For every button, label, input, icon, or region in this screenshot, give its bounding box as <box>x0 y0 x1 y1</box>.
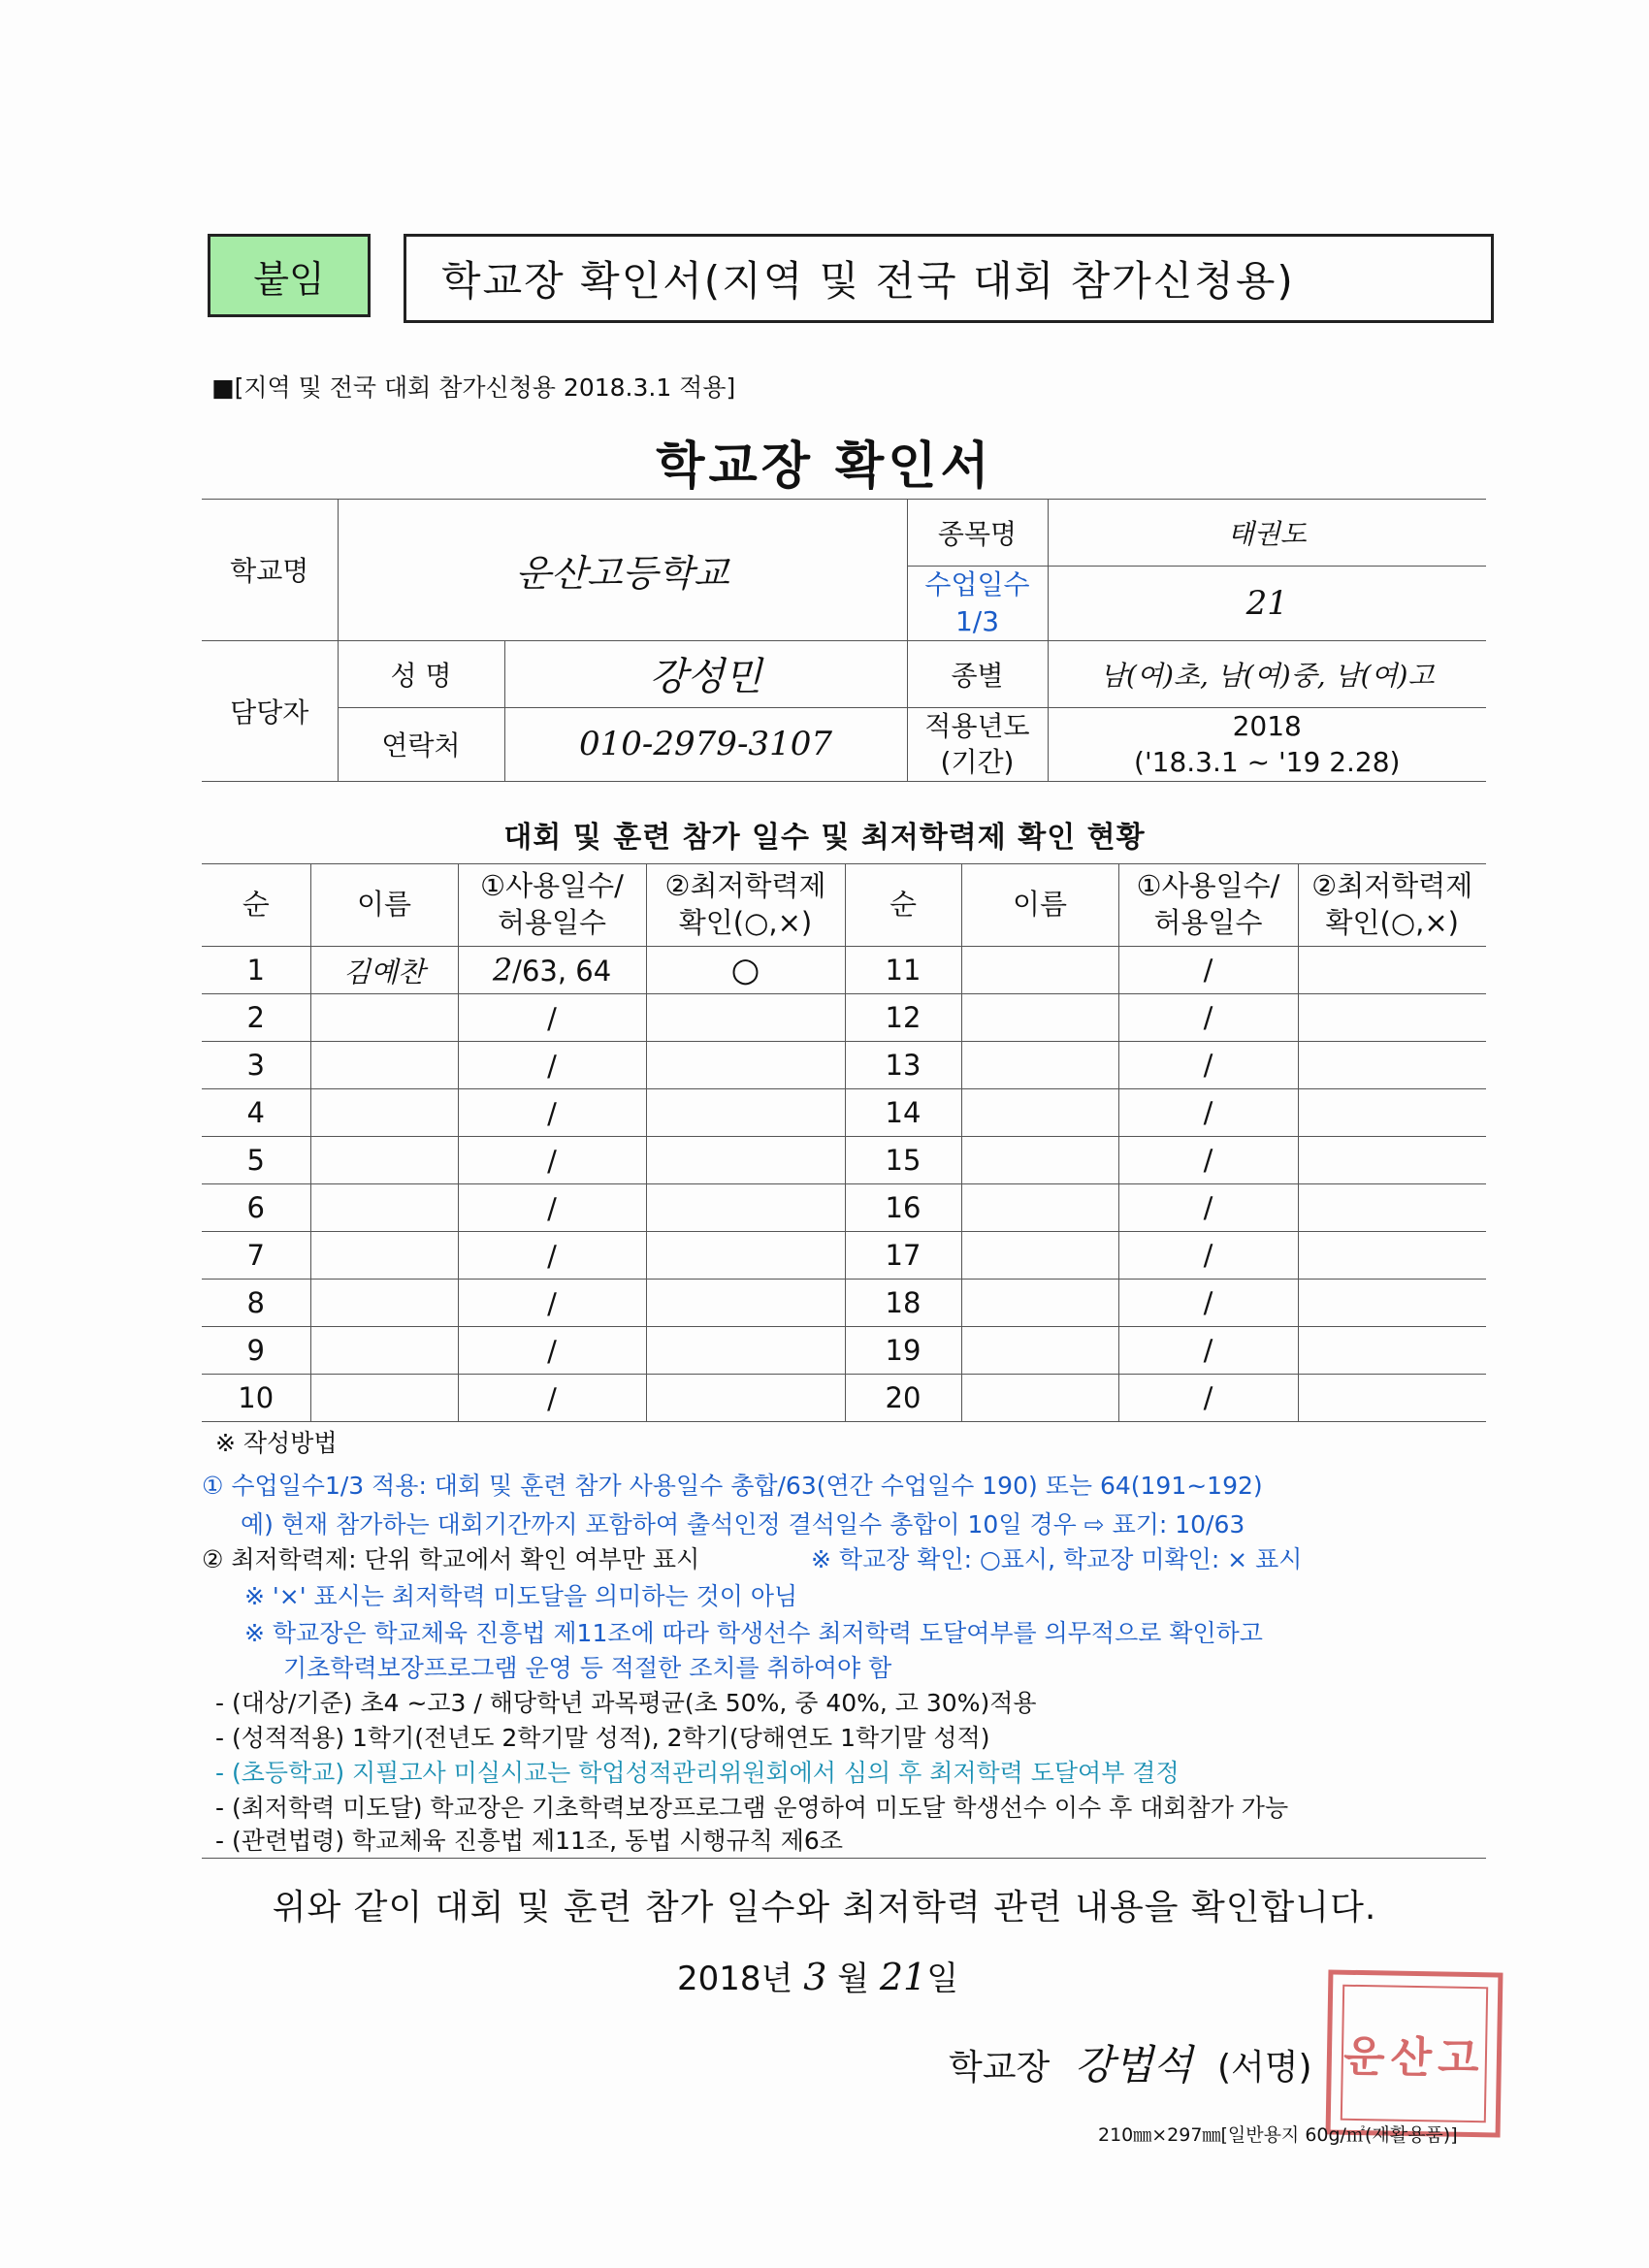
school-name-value: 운산고등학교 <box>338 500 907 641</box>
roster-no: 5 <box>202 1137 310 1184</box>
roster-check <box>646 994 845 1042</box>
roster-allowed-days: /63, 64 <box>512 955 612 988</box>
note-9: - (관련법령) 학교체육 진흥법 제11조, 동법 시행규칙 제6조 <box>215 1827 843 1855</box>
col-used-line1: ①사용일수/ <box>480 869 624 903</box>
notes-divider <box>202 1858 1486 1859</box>
roster-check <box>646 1042 845 1089</box>
roster-check <box>646 1184 845 1232</box>
roster-allowed-days: / <box>547 1382 557 1415</box>
col-check-line2: 확인(○,×) <box>678 906 813 939</box>
roster-no-right: 19 <box>845 1327 961 1375</box>
note-6: - (성적적용) 1학기(전년도 2학기말 성적), 2학기(당해연도 1학기말 성적) <box>215 1724 990 1752</box>
roster-allowed-days: / <box>547 1097 557 1130</box>
roster-name <box>310 994 458 1042</box>
roster-no-right: 15 <box>845 1137 961 1184</box>
roster-allowed-days: / <box>547 1192 557 1225</box>
class-days-value: 21 <box>1048 567 1486 641</box>
roster-row <box>202 1327 1486 1375</box>
roster-name-right <box>961 1280 1118 1327</box>
date-day: 21 <box>879 1956 927 1998</box>
roster-name-right <box>961 1089 1118 1137</box>
roster-used-allowed <box>458 1089 646 1137</box>
roster-check <box>646 1089 845 1137</box>
category-value: 남(여)초, 남(여)중, 남(여)고 <box>1048 640 1486 707</box>
note-3: ※ '×' 표시는 최저학력 미도달을 의미하는 것이 아님 <box>244 1582 798 1610</box>
col-check-header-right <box>1298 864 1486 947</box>
roster-name-right <box>961 1042 1118 1089</box>
col-check-line2-right: 확인(○,×) <box>1325 906 1459 939</box>
contact-value: 010-2979-3107 <box>504 707 907 782</box>
roster-row <box>202 1232 1486 1280</box>
document-header-title: 학교장 확인서(지역 및 전국 대회 참가신청용) <box>404 234 1494 323</box>
roster-used-allowed <box>458 1042 646 1089</box>
roster-used-allowed <box>458 1375 646 1422</box>
category-label: 종별 <box>907 640 1048 707</box>
roster-used-allowed <box>458 1232 646 1280</box>
roster-row <box>202 1042 1486 1089</box>
name-label: 성 명 <box>338 640 504 707</box>
roster-check-mark: ○ <box>730 951 760 989</box>
roster-name <box>310 1327 458 1375</box>
roster-no: 1 <box>202 947 310 994</box>
roster-check-right <box>1298 1232 1486 1280</box>
roster-name-right <box>961 1327 1118 1375</box>
roster-used-allowed-right: / <box>1118 1089 1298 1137</box>
official-seal <box>1326 1969 1504 2137</box>
roster-used-allowed-right: / <box>1118 1184 1298 1232</box>
principal-signature-line <box>949 2033 1312 2091</box>
col-check-line1-right: ②최저학력제 <box>1311 869 1473 903</box>
roster-no-right: 12 <box>845 994 961 1042</box>
roster-no: 10 <box>202 1375 310 1422</box>
date-year: 2018년 <box>677 1960 793 1998</box>
roster-row <box>202 947 1486 994</box>
roster-no: 9 <box>202 1327 310 1375</box>
period-range: ('18.3.1 ~ '19 2.28) <box>1134 746 1401 779</box>
note-4b: 기초학력보장프로그램 운영 등 적절한 조치를 취하여야 함 <box>283 1654 892 1682</box>
principal-label: 학교장 <box>949 2048 1051 2088</box>
roster-check-right <box>1298 994 1486 1042</box>
roster-name: 김예찬 <box>310 947 458 994</box>
roster-row <box>202 1375 1486 1422</box>
roster-used-allowed-right: / <box>1118 994 1298 1042</box>
roster-allowed-days: / <box>547 1050 557 1083</box>
event-value: 태권도 <box>1048 500 1486 567</box>
roster-used-allowed <box>458 1137 646 1184</box>
roster-used-allowed-right: / <box>1118 1137 1298 1184</box>
col-used-line2: 허용일수 <box>497 906 607 939</box>
roster-allowed-days: / <box>547 1240 557 1273</box>
roster-check-right <box>1298 947 1486 994</box>
class-days-label-line1: 수업일수 <box>924 568 1030 600</box>
roster-no: 2 <box>202 994 310 1042</box>
roster-name <box>310 1137 458 1184</box>
period-value <box>1048 707 1486 782</box>
roster-allowed-days: / <box>547 1287 557 1320</box>
roster-no-right: 13 <box>845 1042 961 1089</box>
period-year: 2018 <box>1232 709 1302 742</box>
roster-no: 4 <box>202 1089 310 1137</box>
roster-row <box>202 1089 1486 1137</box>
roster-check-right <box>1298 1137 1486 1184</box>
roster-check-right <box>1298 1042 1486 1089</box>
notes-heading: ※ 작성방법 <box>215 1429 338 1457</box>
col-used-line2-right: 허용일수 <box>1153 906 1263 939</box>
roster-no-right: 14 <box>845 1089 961 1137</box>
roster-allowed-days: / <box>547 1002 557 1035</box>
col-used-line1-right: ①사용일수/ <box>1136 869 1280 903</box>
note-1b: 예) 현재 참가하는 대회기간까지 포함하여 출석인정 결석일수 총합이 10일 경우 ⇨ 표기: 10/63 <box>241 1510 1245 1539</box>
col-name-header-right: 이름 <box>961 864 1118 947</box>
roster-row <box>202 1137 1486 1184</box>
roster-row <box>202 1184 1486 1232</box>
col-no-header-right: 순 <box>845 864 961 947</box>
note-4a: ※ 학교장은 학교체육 진흥법 제11조에 따라 학생선수 최저학력 도달여부를 의무적으로 확인하고 <box>244 1619 1263 1647</box>
roster-used-allowed-right: / <box>1118 1327 1298 1375</box>
roster-check <box>646 1375 845 1422</box>
roster-name <box>310 1042 458 1089</box>
roster-used-allowed <box>458 1280 646 1327</box>
date-month: 3 <box>803 1956 827 1998</box>
col-check-line1: ②최저학력제 <box>664 869 826 903</box>
roster-used-allowed-right: / <box>1118 947 1298 994</box>
roster-allowed-days: / <box>547 1145 557 1178</box>
roster-table <box>202 863 1486 1422</box>
roster-name-right <box>961 1232 1118 1280</box>
roster-row <box>202 994 1486 1042</box>
roster-no: 7 <box>202 1232 310 1280</box>
roster-used-days: 2 <box>492 952 513 988</box>
event-label: 종목명 <box>907 500 1048 567</box>
roster-no: 6 <box>202 1184 310 1232</box>
roster-name <box>310 1280 458 1327</box>
seal-text: 운산고 <box>1342 2031 1486 2085</box>
seal-border <box>1341 1985 1488 2123</box>
note-1a: ① 수업일수1/3 적용: 대회 및 훈련 참가 사용일수 총합/63(연간 수업일수 190) 또는 64(191~192) <box>202 1472 1263 1500</box>
date-line <box>677 1952 958 1999</box>
period-label <box>907 707 1048 782</box>
roster-check-right <box>1298 1089 1486 1137</box>
confirmation-sentence: 위와 같이 대회 및 훈련 참가 일수와 최저학력 관련 내용을 확인합니다. <box>272 1888 1377 1928</box>
roster-check-right <box>1298 1327 1486 1375</box>
roster-used-allowed <box>458 1327 646 1375</box>
roster-check <box>646 1327 845 1375</box>
attachment-tag: 붙임 <box>208 234 371 317</box>
roster-check <box>646 947 845 994</box>
paper-spec: 210㎜×297㎜[일반용지 60g/㎡(재활용품)] <box>1098 2124 1458 2146</box>
roster-check-right <box>1298 1280 1486 1327</box>
roster-used-allowed <box>458 994 646 1042</box>
roster-used-allowed-right: / <box>1118 1280 1298 1327</box>
period-label-line2: (기간) <box>940 746 1015 779</box>
col-name-header: 이름 <box>310 864 458 947</box>
manager-name-value: 강성민 <box>504 640 907 707</box>
contact-label: 연락처 <box>338 707 504 782</box>
roster-used-allowed-right: / <box>1118 1232 1298 1280</box>
roster-check <box>646 1137 845 1184</box>
date-day-unit: 일 <box>926 1960 959 1998</box>
roster-no: 3 <box>202 1042 310 1089</box>
roster-name-right <box>961 1137 1118 1184</box>
period-label-line1: 적용년도 <box>924 709 1030 742</box>
roster-no-right: 16 <box>845 1184 961 1232</box>
roster-used-allowed-right: / <box>1118 1042 1298 1089</box>
roster-no-right: 18 <box>845 1280 961 1327</box>
roster-used-allowed <box>458 947 646 994</box>
roster-name <box>310 1089 458 1137</box>
col-used-header <box>458 864 646 947</box>
col-used-header-right <box>1118 864 1298 947</box>
school-label: 학교명 <box>202 500 338 641</box>
roster-no: 8 <box>202 1280 310 1327</box>
date-month-unit: 월 <box>837 1960 870 1998</box>
roster-name-right <box>961 1375 1118 1422</box>
roster-no-right: 17 <box>845 1232 961 1280</box>
col-check-header <box>646 864 845 947</box>
class-days-label-line2: 1/3 <box>954 604 1000 637</box>
roster-used-allowed <box>458 1184 646 1232</box>
status-title: 대회 및 훈련 참가 일수 및 최저학력제 확인 현황 <box>503 821 1146 855</box>
roster-no-right: 11 <box>845 947 961 994</box>
roster-name-right <box>961 947 1118 994</box>
roster-check-right <box>1298 1375 1486 1422</box>
note-2a: ② 최저학력제: 단위 학교에서 확인 여부만 표시 <box>202 1545 700 1573</box>
principal-signature: 강법석 <box>1074 2041 1193 2089</box>
roster-name <box>310 1184 458 1232</box>
info-table <box>202 499 1486 782</box>
roster-check <box>646 1280 845 1327</box>
roster-used-allowed-right: / <box>1118 1375 1298 1422</box>
note-5: - (대상/기준) 초4 ~고3 / 해당학년 과목평균(초 50%, 중 40%, 고 30%)적용 <box>215 1689 1037 1717</box>
roster-allowed-days: / <box>547 1335 557 1368</box>
roster-row <box>202 1280 1486 1327</box>
roster-name-right <box>961 994 1118 1042</box>
roster-body <box>202 947 1486 1422</box>
roster-name <box>310 1375 458 1422</box>
note-7: - (초등학교) 지필고사 미실시교는 학업성적관리위원회에서 심의 후 최저학력 도달여부 결정 <box>215 1759 1180 1787</box>
col-no-header: 순 <box>202 864 310 947</box>
class-days-label <box>907 567 1048 641</box>
roster-name <box>310 1232 458 1280</box>
roster-name-right <box>961 1184 1118 1232</box>
page-title: 학교장 확인서 <box>656 437 993 496</box>
manager-label: 담당자 <box>202 640 338 782</box>
roster-no-right: 20 <box>845 1375 961 1422</box>
note-8: - (최저학력 미도달) 학교장은 기초학력보장프로그램 운영하여 미도달 학생선수 이수 후 대회참가 가능 <box>215 1794 1289 1822</box>
roster-check-right <box>1298 1184 1486 1232</box>
roster-check <box>646 1232 845 1280</box>
note-2b: ※ 학교장 확인: ○표시, 학교장 미확인: × 표시 <box>811 1545 1303 1573</box>
scope-note: ■[지역 및 전국 대회 참가신청용 2018.3.1 적용] <box>211 373 736 402</box>
signature-label: (서명) <box>1216 2048 1312 2088</box>
